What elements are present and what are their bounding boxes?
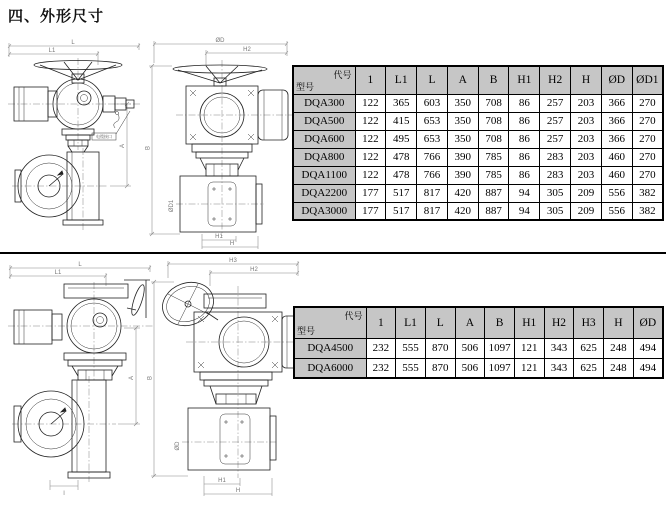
value-cell: 94 bbox=[509, 184, 540, 202]
value-cell: 232 bbox=[366, 338, 396, 358]
dim-label-H2: H2 bbox=[250, 267, 258, 273]
value-cell: 122 bbox=[355, 166, 386, 184]
value-cell: 270 bbox=[632, 112, 663, 130]
drawing-side-top bbox=[146, 36, 294, 252]
value-cell: 270 bbox=[632, 94, 663, 112]
column-header: A bbox=[447, 66, 478, 94]
column-header: ØD1 bbox=[632, 66, 663, 94]
column-header: L bbox=[425, 307, 455, 338]
value-cell: 86 bbox=[509, 148, 540, 166]
mounting-flange bbox=[64, 353, 126, 380]
callout bbox=[92, 111, 130, 140]
column-header: H1 bbox=[514, 307, 544, 338]
value-cell: 817 bbox=[417, 202, 448, 220]
model-cell: DQA1100 bbox=[293, 166, 355, 184]
value-cell: 478 bbox=[386, 166, 417, 184]
dim-label-H: H bbox=[229, 241, 235, 247]
value-cell: 870 bbox=[425, 358, 455, 378]
value-cell: 203 bbox=[571, 148, 602, 166]
value-cell: 555 bbox=[396, 358, 426, 378]
value-cell: 708 bbox=[478, 112, 509, 130]
value-cell: 343 bbox=[544, 338, 574, 358]
value-cell: 517 bbox=[386, 184, 417, 202]
column-header: L1 bbox=[386, 66, 417, 94]
model-cell: DQA4500 bbox=[294, 338, 366, 358]
table-row bbox=[293, 202, 663, 220]
corner-bottom-label: 型号 bbox=[297, 325, 316, 336]
value-cell: 766 bbox=[417, 166, 448, 184]
top-cap bbox=[64, 284, 128, 298]
value-cell: 203 bbox=[571, 130, 602, 148]
model-cell: DQA500 bbox=[293, 112, 355, 130]
value-cell: 478 bbox=[386, 148, 417, 166]
motor bbox=[14, 310, 62, 344]
value-cell: 203 bbox=[571, 166, 602, 184]
value-cell: 556 bbox=[601, 202, 632, 220]
dimension-lines bbox=[151, 261, 299, 496]
value-cell: 556 bbox=[601, 184, 632, 202]
value-cell: 94 bbox=[509, 202, 540, 220]
value-cell: 270 bbox=[632, 148, 663, 166]
dim-label-A: A bbox=[129, 375, 135, 381]
dim-label-l: l bbox=[63, 491, 65, 497]
value-cell: 305 bbox=[540, 184, 571, 202]
table-row bbox=[293, 94, 663, 112]
dim-label-H2: H2 bbox=[243, 47, 251, 53]
value-cell: 870 bbox=[425, 338, 455, 358]
dim-label-L: L bbox=[71, 40, 75, 46]
value-cell: 343 bbox=[544, 358, 574, 378]
column-header: B bbox=[485, 307, 515, 338]
dim-label-H1: H1 bbox=[215, 234, 223, 240]
corner-top-label: 代号 bbox=[344, 311, 363, 321]
value-cell: 382 bbox=[632, 184, 663, 202]
value-cell: 420 bbox=[447, 184, 478, 202]
value-cell: 517 bbox=[386, 202, 417, 220]
table-row bbox=[294, 358, 663, 378]
value-cell: 817 bbox=[417, 184, 448, 202]
value-cell: 350 bbox=[447, 94, 478, 112]
value-cell: 390 bbox=[447, 148, 478, 166]
column-header: L1 bbox=[396, 307, 426, 338]
value-cell: 305 bbox=[540, 202, 571, 220]
column-header: 1 bbox=[355, 66, 386, 94]
value-cell: 653 bbox=[417, 130, 448, 148]
value-cell: 766 bbox=[417, 148, 448, 166]
value-cell: 365 bbox=[386, 94, 417, 112]
value-cell: 232 bbox=[366, 358, 396, 378]
column-header: ØD bbox=[633, 307, 663, 338]
column-header: ØD bbox=[601, 66, 632, 94]
drawing-side-bottom bbox=[146, 256, 308, 506]
value-cell: 122 bbox=[355, 130, 386, 148]
value-cell: 86 bbox=[509, 130, 540, 148]
corner-top-label: 代号 bbox=[333, 70, 352, 80]
value-cell: 495 bbox=[386, 130, 417, 148]
drawing-front-top bbox=[6, 38, 146, 250]
model-cell: DQA600 bbox=[293, 130, 355, 148]
value-cell: 122 bbox=[355, 112, 386, 130]
value-cell: 86 bbox=[509, 112, 540, 130]
dim-label-H1: H1 bbox=[218, 478, 226, 484]
value-cell: 257 bbox=[540, 130, 571, 148]
value-cell: 460 bbox=[601, 148, 632, 166]
value-cell: 785 bbox=[478, 148, 509, 166]
dim-label-L1: L1 bbox=[48, 48, 56, 54]
dimension-table-1 bbox=[292, 65, 664, 221]
column-header: H2 bbox=[544, 307, 574, 338]
value-cell: 708 bbox=[478, 130, 509, 148]
valve-body bbox=[14, 380, 110, 478]
value-cell: 248 bbox=[604, 358, 634, 378]
corner-cell bbox=[294, 307, 366, 338]
dim-label-H: H bbox=[235, 488, 241, 494]
value-cell: 209 bbox=[571, 184, 602, 202]
value-cell: 209 bbox=[571, 202, 602, 220]
table-row bbox=[293, 112, 663, 130]
column-header: H bbox=[604, 307, 634, 338]
centerlines bbox=[182, 286, 306, 478]
column-header: H1 bbox=[509, 66, 540, 94]
dimension-table-2 bbox=[293, 306, 664, 379]
value-cell: 603 bbox=[417, 94, 448, 112]
dim-label-A: A bbox=[120, 143, 126, 149]
value-cell: 1097 bbox=[485, 338, 515, 358]
value-cell: 257 bbox=[540, 94, 571, 112]
column-header: H3 bbox=[574, 307, 604, 338]
value-cell: 415 bbox=[386, 112, 417, 130]
value-cell: 122 bbox=[355, 148, 386, 166]
handwheel bbox=[173, 65, 267, 86]
dim-label-OD: ØD bbox=[215, 38, 225, 44]
value-cell: 506 bbox=[455, 358, 485, 378]
value-cell: 283 bbox=[540, 166, 571, 184]
value-cell: 785 bbox=[478, 166, 509, 184]
column-header: L bbox=[417, 66, 448, 94]
dim-label-B: B bbox=[145, 145, 152, 151]
dim-label-OD: ØD bbox=[175, 441, 181, 451]
valve-body bbox=[15, 152, 103, 225]
model-cell: DQA6000 bbox=[294, 358, 366, 378]
column-header: H2 bbox=[540, 66, 571, 94]
value-cell: 203 bbox=[571, 112, 602, 130]
value-cell: 506 bbox=[455, 338, 485, 358]
corner-cell bbox=[293, 66, 355, 94]
dim-label-B: B bbox=[147, 375, 154, 381]
value-cell: 366 bbox=[601, 94, 632, 112]
column-header: H bbox=[571, 66, 602, 94]
corner-bottom-label: 型号 bbox=[296, 81, 315, 92]
value-cell: 177 bbox=[355, 202, 386, 220]
value-cell: 708 bbox=[478, 94, 509, 112]
value-cell: 653 bbox=[417, 112, 448, 130]
value-cell: 460 bbox=[601, 166, 632, 184]
valve-body bbox=[188, 408, 276, 470]
column-header: B bbox=[478, 66, 509, 94]
value-cell: 257 bbox=[540, 112, 571, 130]
value-cell: 270 bbox=[632, 130, 663, 148]
dim-label-L1: L1 bbox=[54, 270, 62, 276]
section-divider bbox=[0, 252, 666, 254]
value-cell: 366 bbox=[601, 130, 632, 148]
value-cell: 625 bbox=[574, 338, 604, 358]
value-cell: 350 bbox=[447, 112, 478, 130]
dimension-lines bbox=[8, 43, 140, 188]
value-cell: 122 bbox=[355, 94, 386, 112]
value-cell: 555 bbox=[396, 338, 426, 358]
value-cell: 86 bbox=[509, 94, 540, 112]
dim-label-L: L bbox=[78, 262, 82, 268]
model-cell: DQA3000 bbox=[293, 202, 355, 220]
value-cell: 1097 bbox=[485, 358, 515, 378]
model-cell: DQA800 bbox=[293, 148, 355, 166]
value-cell: 283 bbox=[540, 148, 571, 166]
value-cell: 121 bbox=[514, 358, 544, 378]
drawing-front-bottom bbox=[6, 260, 158, 504]
value-cell: 366 bbox=[601, 112, 632, 130]
page-title: 四、外形尺寸 bbox=[8, 8, 105, 25]
dim-label-OD1: ØD1 bbox=[169, 199, 175, 213]
value-cell: 390 bbox=[447, 166, 478, 184]
value-cell: 494 bbox=[633, 358, 663, 378]
dim-label-H3: H3 bbox=[229, 258, 237, 264]
value-cell: 203 bbox=[571, 94, 602, 112]
value-cell: 248 bbox=[604, 338, 634, 358]
table-row bbox=[294, 338, 663, 358]
table-row bbox=[293, 184, 663, 202]
column-header: A bbox=[455, 307, 485, 338]
dimension-lines bbox=[149, 41, 288, 249]
value-cell: 625 bbox=[574, 358, 604, 378]
value-cell: 887 bbox=[478, 202, 509, 220]
mounting-flange bbox=[200, 372, 272, 404]
table-row bbox=[293, 166, 663, 184]
value-cell: 350 bbox=[447, 130, 478, 148]
centerlines bbox=[176, 60, 293, 236]
callout-label: 电缆接口 bbox=[96, 134, 112, 139]
column-header: 1 bbox=[366, 307, 396, 338]
table-row bbox=[293, 130, 663, 148]
value-cell: 121 bbox=[514, 338, 544, 358]
value-cell: 86 bbox=[509, 166, 540, 184]
value-cell: 270 bbox=[632, 166, 663, 184]
value-cell: 177 bbox=[355, 184, 386, 202]
table-row bbox=[293, 148, 663, 166]
value-cell: 494 bbox=[633, 338, 663, 358]
value-cell: 382 bbox=[632, 202, 663, 220]
value-cell: 420 bbox=[447, 202, 478, 220]
value-cell: 887 bbox=[478, 184, 509, 202]
model-cell: DQA300 bbox=[293, 94, 355, 112]
model-cell: DQA2200 bbox=[293, 184, 355, 202]
